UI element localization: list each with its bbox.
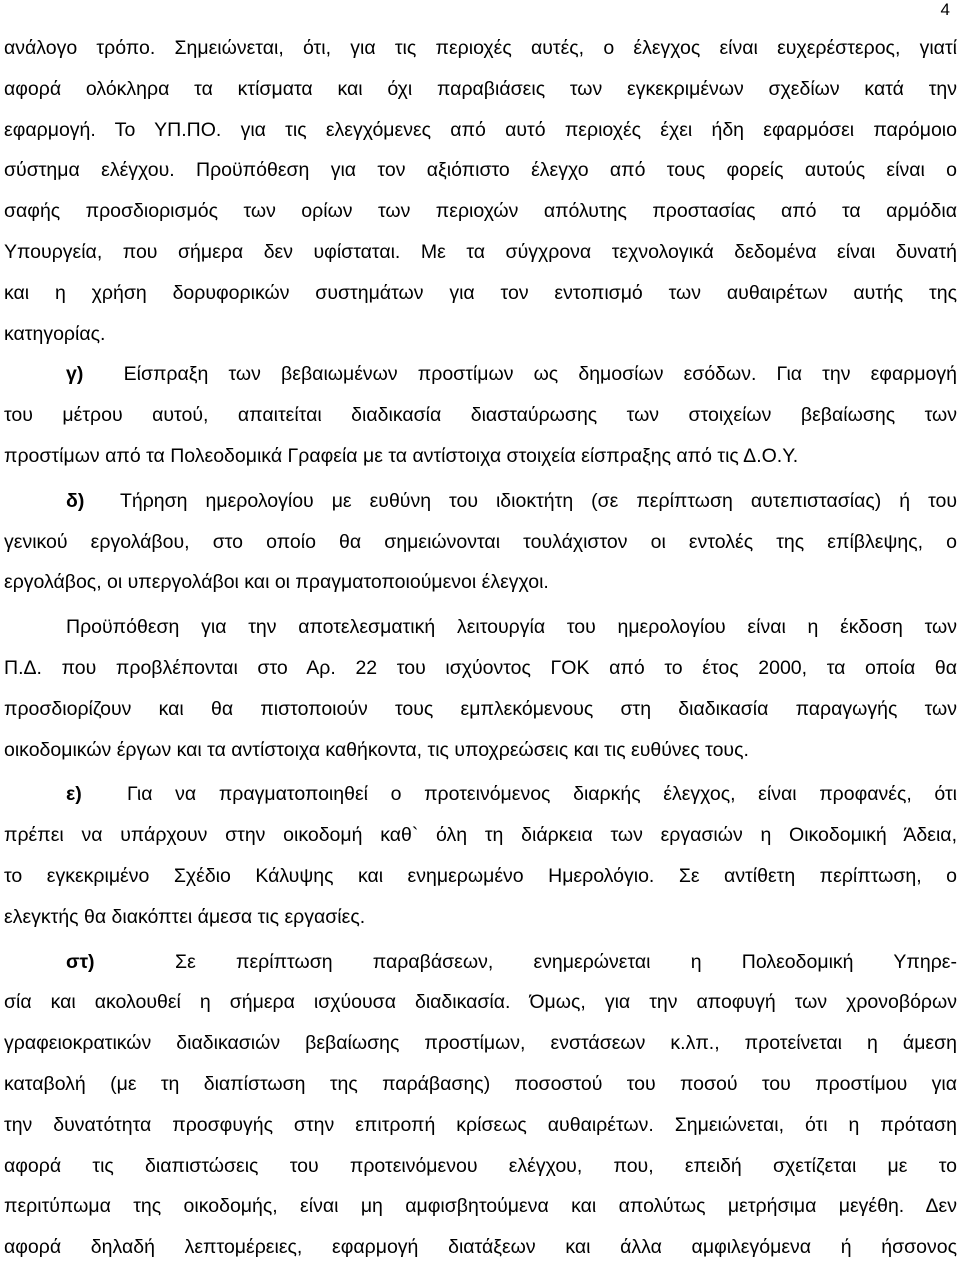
item-text: Τήρηση ημερολογίου με ευθύνη του ιδιοκτήτη (σε περίπτωση αυτεπιστασίας) ή του: [119, 489, 958, 512]
text-line: [4, 481, 957, 522]
document-body: [4, 28, 957, 1268]
item-marker: ε): [66, 783, 82, 806]
text-line: του μέτρου αυτού, απαιτείται διαδικασία διασταύρωσης των στοιχείων βεβαίωσης των: [4, 404, 957, 427]
text-line: σία και ακολουθεί η σήμερα ισχύουσα διαδικασία. Όμως, για την αποφυγή των χρονοβόρων: [4, 991, 957, 1014]
item-text: Για να πραγματοποιηθεί ο προτεινόμενος διαρκής έλεγχος, είναι προφανές, ότι: [127, 783, 957, 806]
page-number: 4: [940, 0, 950, 19]
item-marker: γ): [66, 363, 84, 386]
text-line: και η χρήση δορυφορικών συστημάτων για τον εντοπισμό των αυθαιρέτων αυτής της: [4, 281, 957, 304]
text-line: [4, 354, 957, 395]
text-line: οικοδομικών έργων και τα αντίστοιχα καθήκοντα, τις υποχρεώσεις και τις ευθύνες τους.: [4, 738, 749, 761]
text-line: σύστημα ελέγχου. Προϋπόθεση για τον αξιόπιστο έλεγχο από τους φορείς αυτούς είναι ο: [4, 159, 957, 182]
item-d: [4, 481, 957, 603]
item-marker: στ): [66, 950, 95, 973]
text-line: Π.Δ. που προβλέπονται στο Αρ. 22 του ισχύοντος ΓΟΚ από το έτος 2000, τα οποία θα: [4, 656, 957, 679]
paragraph-diary: [4, 607, 957, 770]
text-line: αφορά ολόκληρα τα κτίσματα και όχι παραβιάσεις των εγκεκριμένων σχεδίων κατά την: [4, 77, 957, 100]
text-line: Προϋπόθεση για την αποτελεσματική λειτουργία του ημερολογίου είναι η έκδοση των: [66, 616, 957, 639]
text-line: γραφειοκρατικών διαδικασιών βεβαίωσης προστίμων, ενστάσεων κ.λπ., προτείνεται η άμεση: [4, 1032, 957, 1055]
text-line: περιτύπωμα της οικοδομής, είναι μη αμφισβητούμενα και απολύτως μετρήσιμα μεγέθη. Δεν: [4, 1195, 957, 1218]
text-line: την δυνατότητα προσφυγής στην επιτροπή κρίσεως αυθαιρέτων. Σημειώνεται, ότι η πρόταση: [4, 1113, 957, 1136]
text-line: εφαρμογή. Το ΥΠ.ΠΟ. για τις ελεγχόμενες από αυτό περιοχές έχει ήδη εφαρμόσει παρόμοιο: [4, 118, 957, 141]
text-line: προστίμων από τα Πολεοδομικά Γραφεία με τα αντίστοιχα στοιχεία είσπραξης από τις Δ.Ο.Υ.: [4, 444, 799, 467]
item-marker: δ): [66, 489, 85, 512]
item-g: [4, 354, 957, 476]
item-text: Σε περίπτωση παραβάσεων, ενημερώνεται η Πολεοδομική Υπηρε-: [175, 950, 957, 973]
text-line: Υπουργεία, που σήμερα δεν υφίσταται. Με τα σύγχρονα τεχνολογικά δεδομένα είναι δυνατή: [4, 240, 957, 263]
text-line: [4, 942, 957, 983]
text-line: αφορά τις διαπιστώσεις του προτεινόμενου ελέγχου, που, επειδή σχετίζεται με το: [4, 1154, 957, 1177]
text-line: το εγκεκριμένο Σχέδιο Κάλυψης και ενημερωμένο Ημερολόγιο. Σε αντίθετη περίπτωση, ο: [4, 864, 957, 887]
paragraph-intro: [4, 28, 957, 354]
item-st: [4, 942, 957, 1268]
text-line: ανάλογο τρόπο. Σημειώνεται, ότι, για τις περιοχές αυτές, ο έλεγχος είναι ευχερέστερος, γιατί: [4, 37, 957, 59]
item-text: Είσπραξη των βεβαιωμένων προστίμων ως δημοσίων εσόδων. Για την εφαρμογή: [123, 363, 957, 386]
text-line: αφορά δηλαδή λεπτομέρειες, εφαρμογή διατάξεων και άλλα αμφιλεγόμενα ή ήσσονος: [4, 1236, 957, 1259]
text-line: εργολάβος, οι υπεργολάβοι και οι πραγματοποιούμενοι έλεγχοι.: [4, 571, 549, 594]
text-line: ελεγκτής θα διακόπτει άμεσα τις εργασίες.: [4, 905, 366, 928]
text-line: [4, 774, 957, 815]
text-line: καταβολή (με τη διαπίστωση της παράβασης) ποσοστού του ποσού του προστίμου για: [4, 1072, 957, 1095]
text-line: πρέπει να υπάρχουν στην οικοδομή καθ` όλη τη διάρκεια των εργασιών η Οικοδομική Άδεια,: [4, 824, 957, 847]
text-line: προσδιορίζουν και θα πιστοποιούν τους εμπλεκόμενους στη διαδικασία παραγωγής των: [4, 697, 957, 720]
text-line: κατηγορίας.: [4, 322, 106, 345]
text-line: γενικού εργολάβου, στο οποίο θα σημειώνονται τουλάχιστον οι εντολές της επίβλεψης, ο: [4, 530, 957, 553]
item-e: [4, 774, 957, 937]
text-line: σαφής προσδιορισμός των ορίων των περιοχών απόλυτης προστασίας από τα αρμόδια: [4, 200, 957, 223]
